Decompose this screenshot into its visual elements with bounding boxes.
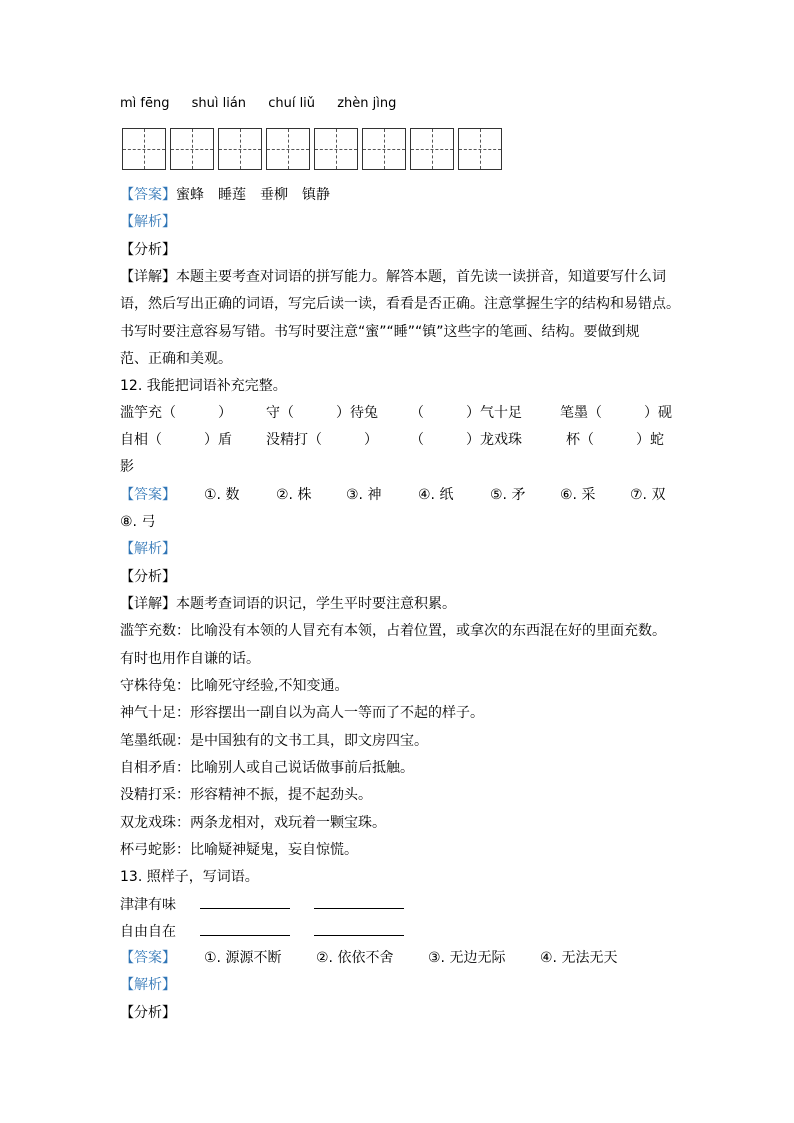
grid-cell[interactable]: [410, 128, 454, 170]
grid-cell[interactable]: [362, 128, 406, 170]
q12-item: 守（ ）待兔: [266, 405, 378, 421]
grid-cell[interactable]: [314, 128, 358, 170]
q12-jiexi: 【解析】: [120, 541, 176, 557]
q12-item: （ ）气十足: [410, 405, 522, 421]
q11-detail-line-3: 书写时要注意容易写错。书写时要注意“蜜”“睡”“镇”这些字的笔画、结构。要做到规: [120, 324, 640, 340]
q13-answer-tag: 【答案】: [120, 950, 176, 966]
q12-answer-1: ①. 数: [204, 487, 240, 503]
q13-answer-1: ①. 源源不断: [204, 950, 282, 966]
answer-blank[interactable]: [314, 921, 404, 936]
q12-answer-4: ④. 纸: [418, 487, 454, 503]
q12-explanation: 滥竽充数：比喻没有本领的人冒充有本领，占着位置，或拿次的东西混在好的里面充数。: [120, 623, 666, 639]
q12-item: 自相（ ）盾: [120, 432, 232, 448]
q13-fenxi: 【分析】: [120, 1005, 176, 1021]
q11-detail-line-4: 范、正确和美观。: [120, 351, 232, 367]
q11-detail-line-1: [120, 267, 666, 287]
pinyin-3: chuí liǔ: [268, 96, 316, 111]
q12-explanation: 守株待兔：比喻死守经验,不知变通。: [120, 678, 349, 694]
q12-explanation: 有时也用作自谦的话。: [120, 651, 260, 667]
q12-explanation: 双龙戏珠：两条龙相对，戏玩着一颗宝珠。: [120, 815, 386, 831]
q12-fenxi: 【分析】: [120, 569, 176, 585]
detail-tag: 【详解】: [120, 269, 176, 285]
q13-example-2: [120, 921, 404, 942]
q12-item: （ ）龙戏珠: [410, 432, 522, 448]
q11-answer: [120, 185, 330, 205]
pinyin-line: [120, 96, 414, 111]
q13-answer-2: ②. 依依不舍: [316, 950, 394, 966]
detail-text: 本题考查词语的识记，学生平时要注意积累。: [176, 596, 456, 612]
q13-jiexi: 【解析】: [120, 977, 176, 993]
q12-answer-5: ⑤. 矛: [490, 487, 526, 503]
grid-cell[interactable]: [458, 128, 502, 170]
q11-jiexi: 【解析】: [120, 214, 176, 230]
grid-cell[interactable]: [170, 128, 214, 170]
q12-detail: [120, 594, 456, 614]
q12-item: 杯（ ）蛇: [566, 432, 664, 448]
example-word: 津津有味: [120, 897, 176, 913]
q12-item-wrap: 影: [120, 459, 134, 475]
detail-text: 本题主要考查对词语的拼写能力。解答本题，首先读一读拼音，知道要写什么词: [176, 269, 666, 285]
answer-blank[interactable]: [200, 894, 290, 909]
answer-blank[interactable]: [200, 921, 290, 936]
pinyin-2: shuì lián: [191, 96, 247, 111]
q13-example-1: [120, 894, 404, 915]
grid-cell[interactable]: [122, 128, 166, 170]
q13-answer-4: ④. 无法无天: [540, 950, 618, 966]
q12-title: 12. 我能把词语补充完整。: [120, 378, 287, 394]
q12-answer-8: ⑧. 弓: [120, 514, 156, 530]
q12-explanation: 神气十足：形容摆出一副自以为高人一等而了不起的样子。: [120, 705, 484, 721]
answer-tag: 【答案】: [120, 187, 176, 203]
example-word: 自由自在: [120, 924, 176, 940]
q12-answer-3: ③. 神: [346, 487, 382, 503]
answer-blank[interactable]: [314, 894, 404, 909]
writing-grid: [122, 128, 502, 170]
q12-answer-7: ⑦. 双: [630, 487, 666, 503]
q12-explanation: 没精打采：形容精神不振，提不起劲头。: [120, 787, 372, 803]
q12-answer-2: ②. 株: [276, 487, 312, 503]
pinyin-1: mì fēng: [120, 96, 170, 111]
q12-item: 滥竽充（ ）: [120, 405, 232, 421]
q12-answer-tag: 【答案】: [120, 487, 176, 503]
q11-fenxi: 【分析】: [120, 242, 176, 258]
pinyin-4: zhèn jìng: [337, 96, 397, 111]
q12-item: 笔墨（ ）砚: [560, 405, 672, 421]
grid-cell[interactable]: [266, 128, 310, 170]
detail-tag: 【详解】: [120, 596, 176, 612]
q12-explanation: 杯弓蛇影：比喻疑神疑鬼，妄自惊慌。: [120, 842, 358, 858]
q12-item: 没精打（ ）: [266, 432, 378, 448]
grid-cell[interactable]: [218, 128, 262, 170]
q12-answer-6: ⑥. 采: [560, 487, 596, 503]
q12-explanation: 自相矛盾：比喻别人或自己说话做事前后抵触。: [120, 760, 414, 776]
q12-explanation: 笔墨纸砚：是中国独有的文书工具，即文房四宝。: [120, 733, 428, 749]
q13-title: 13. 照样子，写词语。: [120, 869, 259, 885]
q11-detail-line-2: 语，然后写出正确的词语，写完后读一读，看看是否正确。注意掌握生字的结构和易错点。: [120, 296, 680, 312]
q13-answer-3: ③. 无边无际: [428, 950, 506, 966]
answer-text: 蜜蜂 睡莲 垂柳 镇静: [176, 187, 330, 203]
